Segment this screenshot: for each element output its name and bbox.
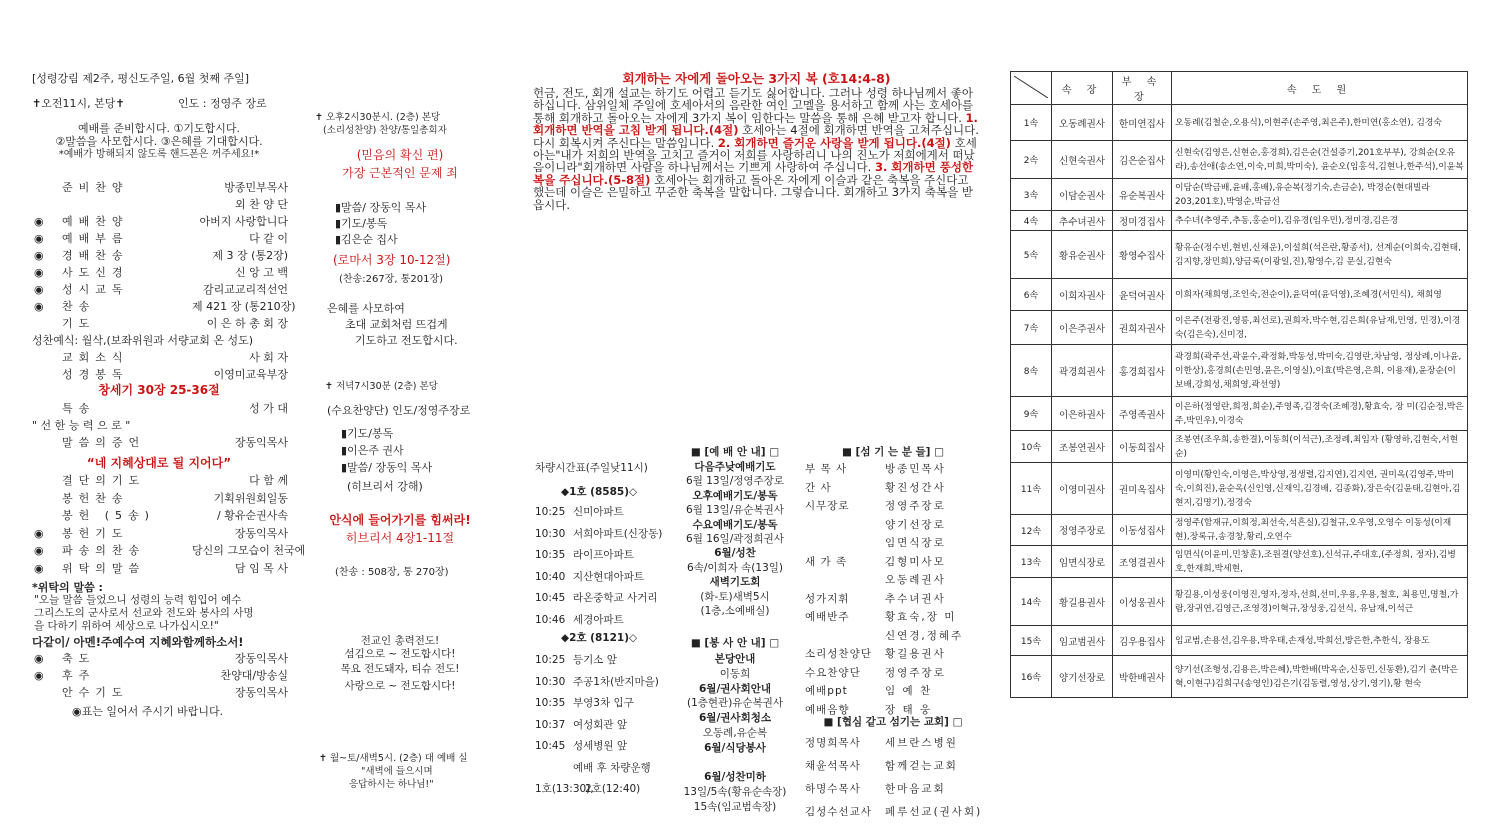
guide-line: 오동례,유순복	[702, 727, 768, 739]
slogan-3: 목요 전도돼자, 티슈 전도!	[340, 663, 460, 675]
header-diagonal	[1014, 76, 1048, 98]
sermon-intro: 헌금, 전도, 회개 설교는 하기도 어렵고 듣기도 싫어합니다. 그러나 성령 하나님께서 좋아하십니다. 삼위일체 주일에 호세아서의 음란한 여인 고멜을 용서하고 함께 사는 호세아를 통해 회개하고 돌아오는 자에게 3가지 복이 임한다는 말씀을 통해 은혜 받고자 합니다.	[533, 86, 974, 125]
order-name: 경배찬송	[62, 249, 129, 262]
guide-line: 새벽기도회	[709, 576, 761, 589]
note-line-1: 은혜를 사모하여	[327, 302, 405, 315]
pair-role: 시무장로	[805, 500, 850, 512]
worship-guide-heading: ■ [예 배 안 내] □	[690, 446, 780, 458]
evening-service-time: ✝ 저녁7시30분 (2층) 본당	[325, 381, 438, 392]
order-right: 기획위원회일동	[213, 491, 288, 505]
evening-item-2: ▮이은주 권사	[341, 444, 404, 457]
table-header-row	[1011, 72, 1468, 105]
pair-role: 정명희목사	[805, 737, 861, 749]
guide-line: 13일/5속(황유순속장)	[683, 786, 787, 799]
bus-stop-time: 1호(13:30),	[535, 783, 594, 795]
order-right: 사 회 자	[249, 351, 288, 364]
order-right: 장동익목사	[234, 436, 288, 449]
point-3-body: 호세아는 회개하고 돌아온 자에게 이슬과 같은 축복을 주신다고 했는데 이슬은 은밀하고 꾸준한 축복을 말합니다. 그렇습니다. 회개하고 3가지 축복을 받읍시다.	[533, 172, 973, 212]
order-mark: ◉	[34, 215, 44, 228]
pair-name: 추수녀권사	[885, 592, 946, 605]
pair-name: 임면식장로	[885, 537, 946, 549]
pair-name: 방종민목사	[885, 463, 946, 475]
order-name: 말씀의증언	[62, 436, 146, 449]
order-mark: ◉	[34, 669, 44, 682]
class-leader: 이담순권사	[1052, 179, 1113, 211]
bus-stop-time: 10:35	[535, 697, 566, 709]
class-leader: 신현숙권사	[1052, 141, 1113, 179]
order-name: 성시교독	[62, 283, 129, 296]
afternoon-service-sub: (소리성찬양) 찬양/통일총회자	[323, 125, 447, 136]
order-right: 방종민부목사	[224, 181, 288, 194]
evening-service-sub: (수요찬양단) 인도/정영주장로	[327, 404, 471, 417]
scripture-reference: 창세기 30장 25-36절	[98, 383, 220, 397]
bus-stop-time: 10:35	[535, 549, 566, 561]
order-name: " 선 한 능 력 으 로 "	[32, 419, 131, 432]
class-leader: 황유순권사	[1052, 231, 1113, 279]
bus-stop-time: 10:25	[535, 654, 566, 666]
class-members: 이영미(황인숙,이영은,박상영,정생렬,김지연),김지연, 권미옥(김영주,박미숙,이희진),윤순옥(신인영,신재익,김경배, 김종화),장은숙(김윤태,김현아,김현지,김명기),정경숙	[1172, 463, 1468, 515]
order-right: 신 앙 고 백	[235, 266, 288, 279]
bus-stop-time: 10:30	[535, 675, 566, 688]
class-leader: 이영미권사	[1052, 463, 1113, 515]
order-mark: ◉	[34, 283, 44, 296]
class-members: 이희자(채희영,조인숙,전순이),윤덕여(윤덕영),조혜경(서민식), 채희영	[1172, 279, 1468, 311]
slogan-2: 섬김으로 ~ 전도합시다!	[344, 648, 456, 660]
order-mark: ◉	[34, 266, 44, 279]
bus-stop-time: 10:37	[535, 718, 566, 731]
dawn-line-3: 응답하시는 하나님!"	[349, 779, 434, 790]
pair-name: 페루선교(권사회)	[885, 806, 983, 818]
bus-stop-time: 10:40	[535, 570, 566, 583]
order-name: 축도	[62, 652, 96, 665]
guide-line: 6월/성찬	[714, 547, 756, 560]
table-row	[1011, 179, 1468, 211]
standing-footnote: ◉표는 일어서 주시기 바랍니다.	[72, 705, 224, 718]
point-1-heading: 1. 회개하면 반역을 고침 받게 됩니다.(4절)	[533, 110, 978, 138]
class-members: 조봉연(조우희,송한결),이동희(이석근),조정례,최임자 (황영하,김현숙,서현순)	[1172, 431, 1468, 463]
intro-line-3: *예배가 방해되지 않도록 핸드폰은 꺼주세요!*	[58, 149, 260, 160]
pair-role: 소리성찬양단	[805, 648, 872, 660]
class-leader: 오동례권사	[1052, 105, 1113, 141]
guide-line: 6월/식당봉사	[704, 741, 766, 754]
bus-schedule-title: 차량시간표(주일낮11시)	[535, 462, 648, 474]
class-subleader: 김은순집사	[1113, 141, 1172, 179]
class-subleader: 주영족권사	[1113, 397, 1172, 431]
pair-name: 오동례권사	[885, 574, 946, 586]
order-right: 장동익목사	[234, 652, 288, 665]
point-3-heading: 3. 회개하면 풍성한 복을 주십니다.(5-8절)	[533, 160, 974, 187]
pair-name: 함께걷는교회	[885, 760, 958, 772]
order-name: 특송	[62, 402, 96, 415]
guide-line: 15속(임교범속장)	[693, 801, 777, 813]
evening-topic: 안식에 들어가기를 힘써라!	[329, 513, 471, 527]
slogan-1: 전교인 총력전도!	[360, 635, 440, 647]
sermon-summary-title: 회개하는 자에게 돌아오는 3가지 복 (호14:4-8)	[622, 71, 891, 86]
guide-line: 6월/성찬미하	[704, 771, 766, 784]
class-roster-table-wrap	[1010, 71, 1468, 698]
order-mark: ◉	[34, 300, 44, 313]
pair-name: 임 예 찬	[885, 685, 933, 697]
class-members: 임교범,손용선,김우용,박우태,손재성,박희선,방은한,추한식, 장용도	[1172, 626, 1468, 656]
guide-line: 6월 13일/유순복권사	[686, 504, 784, 517]
class-number: 1속	[1011, 105, 1052, 141]
bus-stop-time: 10:46	[535, 613, 566, 626]
table-row	[1011, 141, 1468, 179]
class-number: 5속	[1011, 231, 1052, 279]
order-right: 당신의 그모습이 천국에	[192, 544, 306, 557]
bus-2-label: ◆2호 (8121)◇	[561, 632, 638, 644]
class-members: 이은하(정영란,희정,희순),주영족,김경숙(조혜경),황효숙, 장 미(김순정,박은주,박민우),이경숙	[1172, 397, 1468, 431]
pair-name: 장 태 웅	[885, 703, 933, 716]
bus-stop-time: 10:45	[535, 592, 566, 604]
pair-role: 부 목 사	[805, 463, 848, 475]
guide-line: 6월 16일/곽정희권사	[686, 533, 784, 545]
pair-name: 정영주장로	[885, 500, 946, 512]
class-members: 이은주(전광진,영릉,최선로),권희자,박수현,김은희(유남재,민영, 민경),이경숙(김은숙),신미경,	[1172, 311, 1468, 345]
bus-stop-name: 성세병원 앞	[573, 740, 628, 752]
class-leader: 정영주장로	[1052, 515, 1113, 546]
table-row	[1011, 546, 1468, 578]
class-subleader: 한미연집사	[1113, 105, 1172, 141]
sermon-and-schedule-column	[533, 0, 983, 840]
class-number: 4속	[1011, 211, 1052, 231]
order-right: 성 가 대	[249, 402, 288, 415]
table-row	[1011, 463, 1468, 515]
order-name: 예배부름	[62, 232, 129, 245]
class-members: 신현숙(김영은,신현순,홍경희),김은순(건설증기,201호부부), 강희순(오유라),송선애(송소연,이숙,미희,박미숙), 윤순오(임홍석,김현나,한주석),이윤복	[1172, 141, 1468, 179]
service-guide-heading: ■ [봉 사 안 내] □	[690, 637, 780, 649]
order-right: 제 3 장 (통2장)	[212, 249, 288, 262]
class-subleader: 권희자권사	[1113, 311, 1172, 345]
evening-item-3: ▮말씀/ 장동익 목사	[341, 461, 433, 474]
pair-name: 한마음교회	[885, 783, 946, 795]
class-subleader: 권미옥집사	[1113, 463, 1172, 515]
class-number: 8속	[1011, 345, 1052, 397]
order-right: 외 찬 양 단	[235, 198, 288, 211]
class-members: 황유순(정수빈,현빈,신채운),이설희(석은란,황종서), 선계순(이희숙,김현태,김지향,장민희),양금록(이광일,진),황영수,김 문실,김현숙	[1172, 231, 1468, 279]
intro-line-2: ②말씀을 사모합시다. ③은혜를 기대합시다.	[55, 135, 263, 148]
order-right: 장동익목사	[234, 686, 288, 699]
order-mark: ◉	[34, 249, 44, 262]
pair-name: 황진성간사	[885, 481, 946, 494]
pair-name: 신연경,정혜주	[885, 629, 964, 642]
bus-stop-name: 2호(12:40)	[585, 783, 641, 795]
table-row	[1011, 231, 1468, 279]
class-leader: 양기선장로	[1052, 656, 1113, 698]
class-subleader: 이동성집사	[1113, 515, 1172, 546]
class-subleader: 황영수집사	[1113, 231, 1172, 279]
point-2-body: 호세아는"내가 저희의 반역을 고치고 즐거이 저희를 사랑하리니 나의 진노가 저희에게서 떠났음이니라"회개하면 사람을 하나님께서는 기쁘게 사랑하여 주십니다.	[533, 135, 977, 175]
class-leader: 황길용권사	[1052, 578, 1113, 626]
service-leader: 인도 : 정영주 장로	[178, 97, 267, 110]
afternoon-topic: 가장 근본적인 문제 죄	[342, 166, 458, 180]
class-number: 12속	[1011, 515, 1052, 546]
order-right: 제 421 장 (통210장)	[192, 300, 296, 313]
charge-text-2: 그리스도의 군사로서 선교와 전도와 봉사의 사명	[34, 607, 254, 619]
service-time: ✝오전11시, 본당✝	[32, 97, 125, 110]
point-2-heading: 2. 회개하면 즐거운 사랑을 받게 됩니다.(4절)	[717, 135, 951, 150]
bus-stop-time: 10:25	[535, 506, 566, 518]
pair-role: 수요찬양단	[805, 666, 861, 679]
pair-role: 채윤석목사	[805, 760, 861, 772]
guide-line: 6월/권사회청소	[699, 712, 771, 725]
class-members: 임면식(이윤미,민창훈),조원결(양선호),신석규,주대호,(주정희, 정자),김병호,한재희,박세현,	[1172, 546, 1468, 578]
bus-stop-name: 부영3차 입구	[573, 697, 634, 709]
guide-line: 다음주낮예배기도	[694, 461, 776, 473]
bus-stop-name: 등기소 앞	[573, 654, 617, 666]
order-name: 안수기도	[62, 686, 129, 699]
guide-line: 6월/권사회안내	[699, 682, 771, 695]
other-services-column	[305, 0, 495, 840]
class-leader: 이은하권사	[1052, 397, 1113, 431]
class-subleader: 정미경집사	[1113, 211, 1172, 231]
class-subleader: 김우용집사	[1113, 626, 1172, 656]
afternoon-item-2: ▮기도/봉독	[335, 217, 388, 230]
class-leader: 임면식장로	[1052, 546, 1113, 578]
class-number: 15속	[1011, 626, 1052, 656]
pair-role: 예배ppt	[805, 685, 848, 697]
afternoon-service-time: ✝ 오후2시30분시. (2층) 본당	[315, 112, 441, 123]
order-name: 후주	[62, 669, 96, 682]
table-row	[1011, 515, 1468, 546]
evening-item-1: ▮기도/봉독	[341, 427, 394, 440]
order-mark: ◉	[34, 232, 44, 245]
order-right: 다 함 께	[249, 474, 288, 487]
header-subleader: 부 속 장	[1113, 72, 1172, 105]
order-name: 성찬예식: 월삭,(보좌위원과 서량교회 온 성도)	[32, 334, 254, 347]
class-number: 11속	[1011, 463, 1052, 515]
order-of-worship-column	[28, 0, 306, 840]
class-members: 추수녀(추영주,추동,홍순이),김유경(임우민),정미경,김은경	[1172, 211, 1468, 231]
point-1-body: 호세아는 4절에 회개하면 반역을 고쳐주십니다. 다시 회복시켜 주신다는 말씀입니다.	[533, 123, 979, 150]
class-leader: 이은주권사	[1052, 311, 1113, 345]
order-name: 교회소식	[62, 351, 129, 364]
pair-role: 하명수목사	[805, 783, 861, 795]
class-subleader: 윤덕여권사	[1113, 279, 1172, 311]
class-subleader: 홍경희집사	[1113, 345, 1172, 397]
mission-heading: ■ [협심 같고 섬기는 교회] □	[823, 716, 963, 728]
order-right: 이 은 하 총 회 장	[206, 317, 288, 330]
guide-line: (화-토)새벽5시	[700, 590, 770, 603]
class-members: 이담순(박금배,윤배,홍배),유순복(정기숙,손금순), 박경순(현대빌라203,201호),박영순,박금선	[1172, 179, 1468, 211]
pair-name: 정영주장로	[885, 666, 946, 679]
pair-role: 예배음향	[805, 703, 850, 716]
order-name: 봉헌기도	[62, 526, 129, 540]
order-name: 사도신경	[62, 266, 129, 279]
guide-line: (1층,소예배실)	[700, 605, 770, 617]
class-leader: 추수녀권사	[1052, 211, 1113, 231]
bus-stop-name: 라이프아파트	[573, 549, 634, 561]
order-name: 성경봉독	[62, 368, 129, 381]
note-line-3: 기도하고 전도합시다.	[355, 334, 458, 347]
pair-name: 김형미사모	[885, 555, 946, 568]
evening-book: (히브리서 강해)	[347, 480, 423, 493]
guide-line: 6월 13일/정영주장로	[686, 475, 784, 488]
evening-verse: 히브리서 4장1-11절	[345, 531, 455, 545]
afternoon-item-3: ▮김은순 집사	[335, 233, 398, 246]
order-name: 찬송	[62, 300, 96, 313]
guide-line: 오후예배기도/봉독	[692, 489, 778, 502]
pair-role: 간 사	[805, 481, 832, 494]
order-name: 파송의찬송	[62, 544, 146, 557]
bus-stop-name: 라온중학교 사거리	[573, 592, 658, 604]
pair-name: 양기선장로	[885, 518, 946, 531]
class-number: 9속	[1011, 397, 1052, 431]
class-number: 6속	[1011, 279, 1052, 311]
class-members: 양기선(조형성,김용은,박은혜),박한배(박옥순,신동민,신동환),김기 춘(박은혁,이현구)김희구(송영인)김은기(김동렬,영성,상기,영기),황 현숙	[1172, 656, 1468, 698]
pair-role: 김성수선교사	[805, 806, 872, 818]
table-row	[1011, 431, 1468, 463]
bus-stop-name: 신미아파트	[573, 506, 624, 518]
bus-stop-name: 여성회관 앞	[573, 718, 628, 731]
evening-hymn: (찬송 : 508장, 통 270장)	[335, 567, 449, 578]
order-right: 찬양대/방송실	[220, 669, 288, 682]
afternoon-hymn: (찬송:267장, 통201장)	[339, 274, 444, 285]
order-name: 예배찬양	[62, 215, 129, 228]
class-number: 10속	[1011, 431, 1052, 463]
order-name: 봉헌찬송	[62, 491, 129, 505]
note-line-2: 초대 교회처럼 뜨겁게	[345, 318, 448, 331]
class-subleader: 박한배권사	[1113, 656, 1172, 698]
class-number: 16속	[1011, 656, 1052, 698]
table-row	[1011, 211, 1468, 231]
sermon-title: “네 지혜상대로 될 지어다”	[86, 456, 232, 470]
order-right: 이영미교육부장	[213, 368, 288, 381]
header-leader: 속 장	[1052, 72, 1113, 105]
bus-stop-time: 10:30	[535, 527, 566, 540]
order-right: / 황유순권사속	[217, 509, 288, 522]
order-right: 다 같 이	[249, 232, 288, 245]
bus-stop-name: 주공1차(반지마을)	[573, 675, 659, 688]
order-name: 준비찬양	[62, 181, 129, 194]
class-number: 14속	[1011, 578, 1052, 626]
table-row	[1011, 105, 1468, 141]
charge-text-1: "오늘 말씀 들었으니 성령의 능력 힘입어 예수	[34, 594, 242, 606]
guide-line: 6속/이희자 속(13일)	[687, 561, 783, 574]
order-mark: ◉	[34, 652, 44, 665]
class-members: 정영주(함재규,이희정,최선숙,석흔실),김철규,오우영,오영수 이동성(이재현),장록규,송경창,황리,오연수	[1172, 515, 1468, 546]
afternoon-verse: (로마서 3장 10-12절)	[333, 253, 451, 267]
guide-line: 수요예배기도/봉독	[692, 518, 778, 531]
class-leader: 조봉연권사	[1052, 431, 1113, 463]
table-row	[1011, 656, 1468, 698]
guide-line: (1층현관)유순복권사	[686, 697, 784, 710]
afternoon-item-1: ▮말씀/ 장동익 목사	[335, 201, 427, 214]
class-leader: 이희자권사	[1052, 279, 1113, 311]
table-row	[1011, 626, 1468, 656]
sermon-summary-body	[533, 87, 980, 211]
table-row	[1011, 279, 1468, 311]
class-members: 황길용,이성웅(이영진,영자,정자,선희,선미,우용,우용,철호, 최용민,명철,가람,장귀연,김영근,조영경)이혁규,장성웅,김선식, 유남재,이석근	[1172, 578, 1468, 626]
order-name: 결단의기도	[62, 474, 146, 487]
order-right: 장동익목사	[234, 526, 288, 540]
table-row	[1011, 578, 1468, 626]
class-number: 7속	[1011, 311, 1052, 345]
class-leader: 곽경희권사	[1052, 345, 1113, 397]
class-roster-table	[1010, 71, 1468, 698]
order-right: 담 임 목 사	[235, 561, 288, 575]
pair-name: 세브란스병원	[885, 737, 958, 749]
order-name: 위탁의말씀	[62, 561, 146, 575]
slogan-4: 사랑으로 ~ 전도합시다!	[344, 680, 456, 692]
bus-stop-name: 예배 후 차량운행	[573, 761, 651, 774]
bus-stop-time: 10:45	[535, 740, 566, 752]
service-header: [성령강림 제2주, 평신도주일, 6월 첫째 주일]	[32, 72, 250, 85]
congregation-response: 다같이/ 아멘!주예수여 지혜와함께하소서!	[32, 635, 244, 649]
pair-role: 새 가 족	[805, 555, 848, 568]
class-subleader: 이성웅권사	[1113, 578, 1172, 626]
class-subleader: 조영결권사	[1113, 546, 1172, 578]
class-number: 2속	[1011, 141, 1052, 179]
class-number: 13속	[1011, 546, 1052, 578]
charge-text-3: 을 다하기 위하여 세상으로 나가십시오!"	[34, 620, 219, 632]
dawn-line-2: "새벽에 들으시며	[361, 766, 433, 777]
guide-line: 본당안내	[714, 653, 756, 665]
class-subleader: 이동희집사	[1113, 431, 1172, 463]
order-mark: ◉	[34, 561, 44, 575]
order-mark: ◉	[34, 526, 44, 540]
order-name: 기도	[62, 317, 96, 330]
class-number: 3속	[1011, 179, 1052, 211]
charge-label: *위탁의 말씀 :	[32, 581, 103, 594]
guide-line: 이동희	[719, 667, 751, 680]
table-row	[1011, 397, 1468, 431]
class-leader: 임교범권사	[1052, 626, 1113, 656]
header-corner	[1011, 72, 1052, 105]
bus-stop-name: 지산현대아파트	[573, 570, 645, 583]
bus-stop-name: 서희아파트(신장동)	[573, 527, 663, 540]
order-right: 아버지 사랑합니다	[199, 215, 288, 228]
class-members: 오동례(김철순,오용식),이현주(손주영,최은주),한미연(홍소연), 김경숙	[1172, 105, 1468, 141]
intro-line-1: 예배를 준비합시다. ①기도합시다.	[78, 122, 240, 135]
pair-role: 예배반주	[805, 611, 850, 623]
table-row	[1011, 345, 1468, 397]
class-members: 곽경희(곽주선,곽윤수,곽정화,박동성,박미숙,김영란,차남영, 정상례,이나윤,이한상),홍경희(손민영,윤은,이영실),이효(박은영,은희, 이용재),윤장순(이보배,강희성,채희영,곽선영)	[1172, 345, 1468, 397]
pair-role: 성가지휘	[805, 592, 850, 605]
pair-name: 황길용권사	[885, 648, 946, 660]
order-right: 감리교교리적선언	[202, 283, 288, 296]
bus-1-label: ◆1호 (8585)◇	[561, 486, 638, 498]
header-members: 속 도 원	[1172, 72, 1468, 105]
table-row	[1011, 311, 1468, 345]
dawn-service-time: ✝ 월~토/새벽5시. (2층) 대 예배 실	[319, 753, 468, 764]
bus-stop-name: 세경아파트	[573, 613, 624, 626]
staff-heading: ■ [섬 기 는 분 들] □	[841, 446, 945, 458]
pair-name: 황효숙,장 미	[885, 611, 957, 623]
afternoon-series: (믿음의 확신 편)	[356, 148, 444, 162]
order-name: 봉헌 (5송)	[62, 509, 155, 522]
class-subleader: 유순복권사	[1113, 179, 1172, 211]
order-mark: ◉	[34, 544, 44, 557]
